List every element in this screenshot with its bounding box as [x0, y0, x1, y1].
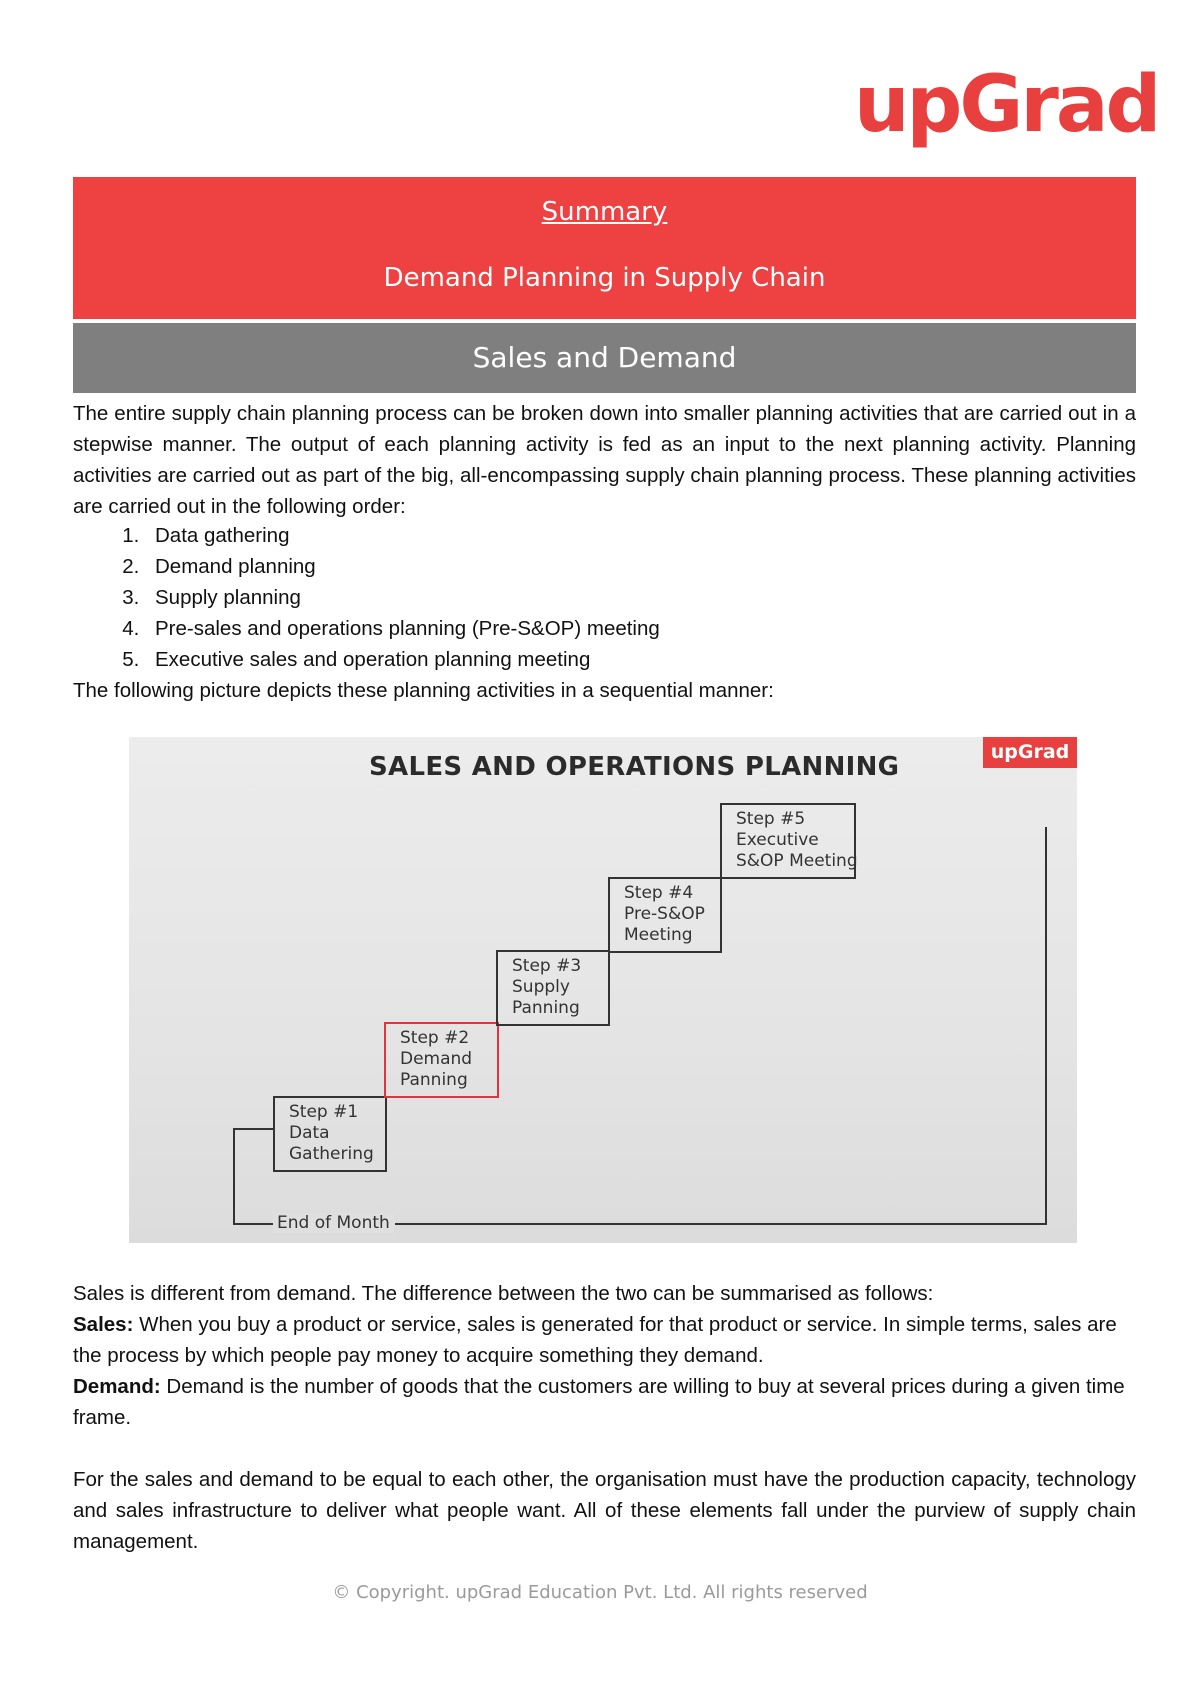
step-label: Step #2 [400, 1028, 470, 1048]
step-label: Demand [400, 1049, 473, 1069]
sales-definition [73, 1309, 1136, 1371]
bracket-line-bottom-left [233, 1223, 273, 1225]
sop-staircase-figure [129, 737, 1077, 1243]
step-box-4 [608, 877, 722, 953]
demand-definition [73, 1371, 1136, 1433]
title-banner [73, 177, 1136, 319]
bracket-line-top [233, 1128, 273, 1130]
figure-badge: upGrad [983, 737, 1077, 768]
copyright-footer: © Copyright. upGrad Education Pvt. Ltd. All rights reserved [332, 1582, 868, 1603]
closing-paragraph: For the sales and demand to be equal to each other, the organisation must have the production capacity, technology and sales infrastructure to deliver what people want. All of these elements fall under the purview of supply chain management. [73, 1468, 1136, 1553]
figure-title: SALES AND OPERATIONS PLANNING [369, 752, 900, 782]
step-label: Step #4 [624, 883, 694, 903]
comparison-intro: Sales is different from demand. The difference between the two can be summarised as follows: [73, 1282, 934, 1305]
list-item: 2. Demand planning [145, 551, 1045, 582]
step-label: Gathering [289, 1144, 374, 1164]
step-label: Meeting [624, 925, 693, 945]
upgrad-logo: upGrad [854, 60, 1159, 150]
list-item: 1. Data gathering [145, 520, 1045, 551]
bracket-line-left [233, 1128, 235, 1224]
end-of-month-label: End of Month [273, 1213, 394, 1233]
sales-text: When you buy a product or service, sales is generated for that product or service. In simple terms, sales are the process by which people pay money to acquire something they demand. [73, 1313, 1117, 1367]
sales-label: Sales: [73, 1313, 134, 1336]
list-item: 4. Pre-sales and operations planning (Pre-S&OP) meeting [145, 613, 1045, 644]
step-label: Data [289, 1123, 330, 1143]
intro-paragraph: The entire supply chain planning process can be broken down into smaller planning activities that are carried out in a stepwise manner. The output of each planning activity is fed as an input to the next planning activity. Planning activities are carried out as part of the big, all-encompassing supply chain planning process. These planning activities are carried out in the following order: [73, 402, 1136, 518]
list-item: 3. Supply planning [145, 582, 1045, 613]
step-box-3 [496, 950, 610, 1026]
section-heading: Sales and Demand [73, 323, 1136, 393]
step-label: Step #5 [736, 809, 806, 829]
step-label: Executive [736, 830, 819, 850]
demand-text: Demand is the number of goods that the customers are willing to buy at several prices during a given time frame. [73, 1375, 1125, 1429]
step-label: Step #1 [289, 1102, 359, 1122]
step-label: Panning [512, 998, 580, 1018]
summary-heading: Summary [541, 197, 668, 227]
planning-steps-list [73, 520, 1045, 675]
list-item: 5. Executive sales and operation planning meeting [145, 644, 1045, 675]
step-box-1 [273, 1096, 387, 1172]
step-label: Pre-S&OP [624, 904, 705, 924]
step-box-2 [384, 1022, 499, 1098]
step-label: Supply [512, 977, 570, 997]
picture-intro: The following picture depicts these planning activities in a sequential manner: [73, 679, 774, 702]
demand-label: Demand: [73, 1375, 161, 1398]
bracket-line-right [1045, 827, 1047, 1225]
page-title: Demand Planning in Supply Chain [383, 263, 826, 293]
step-label: Step #3 [512, 956, 582, 976]
step-label: S&OP Meeting [736, 851, 858, 871]
step-box-5 [720, 803, 856, 879]
step-label: Panning [400, 1070, 468, 1090]
bracket-line-bottom-right [395, 1223, 1047, 1225]
